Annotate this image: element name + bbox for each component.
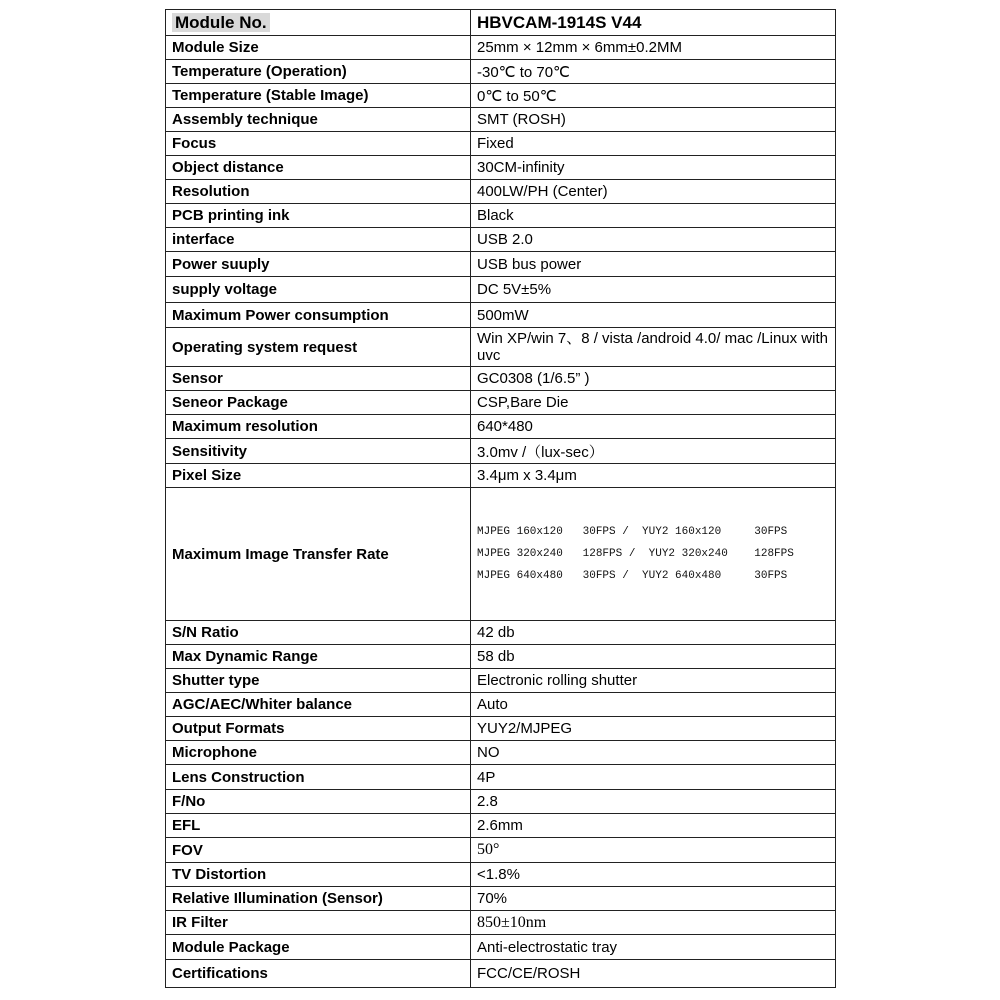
row-label: Temperature (Operation) <box>166 60 471 84</box>
table-row <box>166 621 836 645</box>
row-value: Fixed <box>471 132 836 156</box>
table-row <box>166 863 836 887</box>
row-value: GC0308 (1/6.5” ) <box>471 367 836 391</box>
row-value: 42 db <box>471 621 836 645</box>
table-row <box>166 36 836 60</box>
row-value: DC 5V±5% <box>471 277 836 303</box>
table-row <box>166 717 836 741</box>
row-value: SMT (ROSH) <box>471 108 836 132</box>
row-value: <1.8% <box>471 863 836 887</box>
row-label: F/No <box>166 790 471 814</box>
table-row <box>166 765 836 790</box>
row-label: Focus <box>166 132 471 156</box>
row-label: supply voltage <box>166 277 471 303</box>
row-label: Sensitivity <box>166 439 471 464</box>
row-label: Max Dynamic Range <box>166 645 471 669</box>
row-label: FOV <box>166 838 471 863</box>
table-row <box>166 328 836 367</box>
row-label: Output Formats <box>166 717 471 741</box>
row-value: 0℃ to 50℃ <box>471 84 836 108</box>
row-value: 2.6mm <box>471 814 836 838</box>
row-label: Sensor <box>166 367 471 391</box>
row-value: Auto <box>471 693 836 717</box>
table-row <box>166 228 836 252</box>
row-value: USB 2.0 <box>471 228 836 252</box>
table-row <box>166 693 836 717</box>
table-row <box>166 156 836 180</box>
table-row <box>166 252 836 277</box>
table-row <box>166 84 836 108</box>
row-value: -30℃ to 70℃ <box>471 60 836 84</box>
table-row <box>166 960 836 988</box>
row-label: IR Filter <box>166 911 471 935</box>
row-value: 4P <box>471 765 836 790</box>
row-label: Resolution <box>166 180 471 204</box>
row-label: Maximum Power consumption <box>166 303 471 328</box>
table-row <box>166 303 836 328</box>
transfer-rate-value <box>471 488 836 621</box>
row-value: FCC/CE/ROSH <box>471 960 836 988</box>
row-label: Module Size <box>166 36 471 60</box>
table-row <box>166 911 836 935</box>
table-row <box>166 132 836 156</box>
row-value: USB bus power <box>471 252 836 277</box>
row-label: Certifications <box>166 960 471 988</box>
row-value: Anti-electrostatic tray <box>471 935 836 960</box>
table-row <box>166 790 836 814</box>
table-row <box>166 277 836 303</box>
row-value: 640*480 <box>471 415 836 439</box>
row-label: Maximum resolution <box>166 415 471 439</box>
row-label: Shutter type <box>166 669 471 693</box>
table-row <box>166 645 836 669</box>
row-value: NO <box>471 741 836 765</box>
row-label: Seneor Package <box>166 391 471 415</box>
table-row <box>166 415 836 439</box>
transfer-rate-line: MJPEG 640x480 30FPS / YUY2 640x480 30FPS <box>477 570 788 582</box>
table-row <box>166 439 836 464</box>
row-label: Microphone <box>166 741 471 765</box>
transfer-rate-label: Maximum Image Transfer Rate <box>166 488 471 621</box>
table-row <box>166 887 836 911</box>
header-label-cell <box>166 10 471 36</box>
row-value: CSP,Bare Die <box>471 391 836 415</box>
transfer-rate-line: MJPEG 160x120 30FPS / YUY2 160x120 30FPS <box>477 526 788 538</box>
row-value: 850±10nm <box>471 911 836 935</box>
row-label: Lens Construction <box>166 765 471 790</box>
row-label: Assembly technique <box>166 108 471 132</box>
table-row <box>166 367 836 391</box>
row-label: Module Package <box>166 935 471 960</box>
table-row <box>166 108 836 132</box>
row-value: 25mm × 12mm × 6mm±0.2MM <box>471 36 836 60</box>
row-label: Power suuply <box>166 252 471 277</box>
transfer-rate-row <box>166 488 836 621</box>
row-value: 2.8 <box>471 790 836 814</box>
row-value: 70% <box>471 887 836 911</box>
row-label: Temperature (Stable Image) <box>166 84 471 108</box>
row-label: S/N Ratio <box>166 621 471 645</box>
table-row <box>166 204 836 228</box>
table-row <box>166 935 836 960</box>
row-value: 50° <box>471 838 836 863</box>
row-value: Electronic rolling shutter <box>471 669 836 693</box>
table-row <box>166 838 836 863</box>
table-row <box>166 464 836 488</box>
row-label: Relative Illumination (Sensor) <box>166 887 471 911</box>
row-label: Object distance <box>166 156 471 180</box>
table-row <box>166 391 836 415</box>
table-row <box>166 814 836 838</box>
row-value: 3.0mv /（lux-sec） <box>471 439 836 464</box>
row-value: 500mW <box>471 303 836 328</box>
module-no-label: Module No. <box>172 13 270 32</box>
row-label: AGC/AEC/Whiter balance <box>166 693 471 717</box>
row-label: TV Distortion <box>166 863 471 887</box>
row-label: Operating system request <box>166 328 471 367</box>
table-row <box>166 669 836 693</box>
row-value: 58 db <box>471 645 836 669</box>
row-value: 400LW/PH (Center) <box>471 180 836 204</box>
row-label: PCB printing ink <box>166 204 471 228</box>
table-row <box>166 60 836 84</box>
table-row <box>166 180 836 204</box>
row-label: interface <box>166 228 471 252</box>
row-value: 30CM-infinity <box>471 156 836 180</box>
row-label: EFL <box>166 814 471 838</box>
row-value: Win XP/win 7、8 / vista /android 4.0/ mac /Linux with uvc <box>471 328 836 367</box>
row-label: Pixel Size <box>166 464 471 488</box>
row-value: YUY2/MJPEG <box>471 717 836 741</box>
row-value: 3.4μm x 3.4μm <box>471 464 836 488</box>
table-row <box>166 741 836 765</box>
transfer-rate-line: MJPEG 320x240 128FPS / YUY2 320x240 128FPS <box>477 548 794 560</box>
row-value: Black <box>471 204 836 228</box>
spec-table <box>165 9 836 988</box>
module-no-value: HBVCAM-1914S V44 <box>471 10 836 36</box>
table-header-row <box>166 10 836 36</box>
